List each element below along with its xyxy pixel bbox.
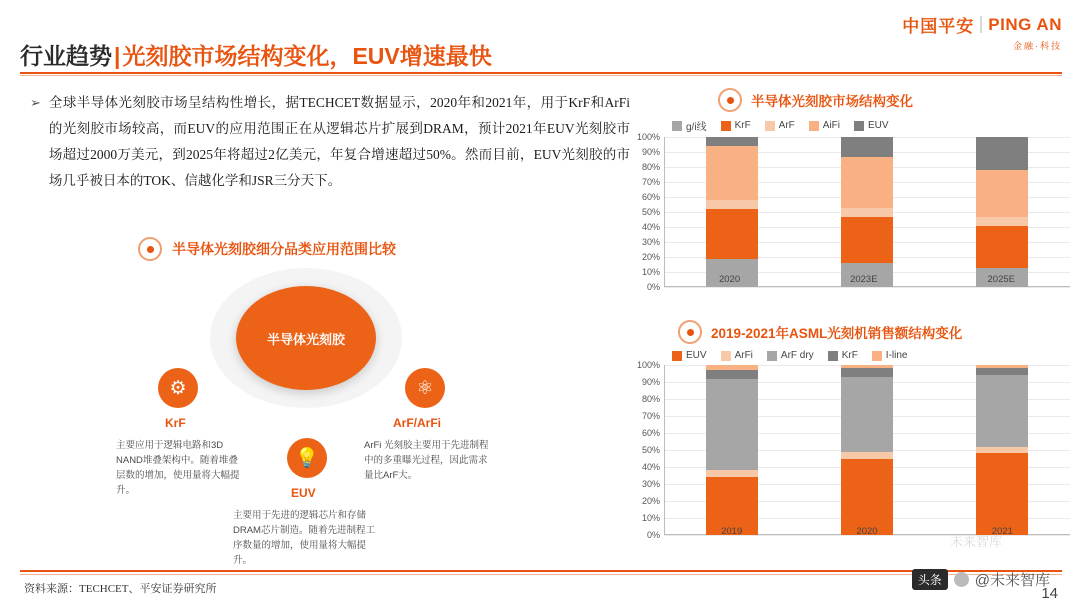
watermark-badge: 头条 xyxy=(912,569,948,590)
bar-segment xyxy=(706,200,758,209)
bar-segment xyxy=(976,217,1028,226)
legend-label: KrF xyxy=(841,350,858,361)
legend-swatch-icon xyxy=(721,351,731,361)
y-tick-label: 90% xyxy=(641,147,660,157)
node-desc-arf: ArFi 光刻胶主要用于先进制程中的多重曝光过程，因此需求量比ArF大。 xyxy=(364,440,489,481)
logo-tagline: 金融·科技 xyxy=(1013,41,1062,51)
y-tick-label: 90% xyxy=(641,377,660,387)
legend-swatch-icon xyxy=(872,351,882,361)
x-tick-label: 2021 xyxy=(991,526,1013,537)
stacked-bar xyxy=(706,365,758,535)
watermark-account xyxy=(912,569,1050,590)
y-tick-label: 80% xyxy=(641,394,660,404)
legend-label: ArFi xyxy=(734,350,753,361)
donut-center: 半导体光刻胶 xyxy=(236,286,376,390)
legend-swatch-icon xyxy=(765,121,775,131)
footer-divider-thin xyxy=(20,574,1062,575)
logo-english: PING AN xyxy=(988,14,1062,34)
watermark-account-name: @未来智库 xyxy=(974,572,1050,589)
bar-segment xyxy=(706,370,758,379)
bulb-icon: 💡 xyxy=(287,438,327,478)
bar-group xyxy=(664,137,1070,287)
logo-chinese: 中国平安 xyxy=(902,17,975,36)
legend-label: EUV xyxy=(686,350,707,361)
watermark-avatar xyxy=(954,572,969,587)
y-tick-label: 0% xyxy=(646,282,660,292)
bar-segment xyxy=(976,137,1028,170)
y-tick-label: 50% xyxy=(641,207,660,217)
legend-item xyxy=(854,120,889,131)
chart2-heading xyxy=(678,320,962,344)
legend-label: KrF xyxy=(734,120,751,131)
chart1-heading xyxy=(718,88,913,112)
legend-label: ArF xyxy=(778,120,795,131)
chart2-plot xyxy=(630,360,1070,540)
bar-segment xyxy=(841,452,893,459)
y-axis xyxy=(630,132,664,292)
logo-row xyxy=(902,12,1062,37)
legend-item xyxy=(721,120,751,131)
bar-segment xyxy=(706,379,758,471)
y-tick-label: 80% xyxy=(641,162,660,172)
y-tick-label: 10% xyxy=(641,267,660,277)
legend-swatch-icon xyxy=(672,121,682,131)
title-divider xyxy=(20,72,1062,74)
bar-segment xyxy=(841,217,893,264)
brand-logo xyxy=(902,12,1062,52)
logo-divider xyxy=(980,16,982,33)
bar-segment xyxy=(976,375,1028,446)
y-tick-label: 70% xyxy=(641,411,660,421)
y-tick-label: 100% xyxy=(636,132,660,142)
donut-diagram xyxy=(210,268,402,408)
ring-section-heading xyxy=(138,237,396,261)
bar-segment xyxy=(976,170,1028,217)
y-tick-label: 20% xyxy=(641,496,660,506)
footer-divider xyxy=(20,570,1062,572)
bullet-dot-icon xyxy=(718,88,742,112)
title-divider-thin xyxy=(20,75,1062,76)
legend-item xyxy=(721,350,753,361)
y-tick-label: 100% xyxy=(636,360,660,370)
legend-swatch-icon xyxy=(767,351,777,361)
node-label-euv: EUV xyxy=(291,486,316,500)
y-tick-label: 30% xyxy=(641,479,660,489)
bar-group xyxy=(664,365,1070,535)
title-separator: | xyxy=(114,43,121,69)
bar-segment xyxy=(841,377,893,452)
legend-item xyxy=(828,350,858,361)
bullet-dot-icon xyxy=(138,237,162,261)
chart2-x-labels xyxy=(664,526,1070,537)
stacked-bar xyxy=(976,365,1028,535)
legend-swatch-icon xyxy=(721,121,731,131)
legend-label: g/i线 xyxy=(686,122,707,133)
y-axis xyxy=(630,360,664,540)
bar-segment xyxy=(706,209,758,259)
y-tick-label: 30% xyxy=(641,237,660,247)
source-note: 资料来源：TECHCET、平安证券研究所 xyxy=(24,583,217,595)
y-tick-label: 50% xyxy=(641,445,660,455)
bar-segment xyxy=(841,368,893,377)
body-paragraph: 全球半导体光刻胶市场呈结构性增长，据TECHCET数据显示，2020年和2021年，用于KrF和ArFi 的光刻胶市场较高，而EUV的应用范围正在从逻辑芯片扩展到DRAM，预计2021年EUV光刻胶市场超过2000万美元，到2025年将超过2亿美元，年复合增速超过50%。然而目前，EUV光刻胶的市场几乎被日本的TOK、信越化学和JSR三分天下。 xyxy=(48,95,630,188)
x-tick-label: 2019 xyxy=(721,526,743,537)
stacked-bar xyxy=(841,365,893,535)
legend-label: AiFi xyxy=(822,120,841,131)
y-tick-label: 0% xyxy=(646,530,660,540)
bar-segment xyxy=(976,453,1028,535)
x-tick-label: 2020 xyxy=(856,526,878,537)
bar-segment xyxy=(841,137,893,157)
legend-item xyxy=(672,118,707,133)
ring-heading-label: 半导体光刻胶细分品类应用范围比较 xyxy=(172,241,396,257)
bar-segment xyxy=(841,459,893,536)
atom-icon: ⚛ xyxy=(405,368,445,408)
legend-item xyxy=(765,120,795,131)
chart1-legend xyxy=(630,118,1070,133)
legend-item xyxy=(809,120,840,131)
y-tick-label: 20% xyxy=(641,252,660,262)
page-title xyxy=(20,38,640,71)
stacked-bar xyxy=(976,137,1028,287)
y-tick-label: 60% xyxy=(641,428,660,438)
y-tick-label: 10% xyxy=(641,513,660,523)
chart2-legend xyxy=(630,350,1070,361)
y-tick-label: 40% xyxy=(641,222,660,232)
body-bullet xyxy=(30,90,630,194)
chart-asml-sales xyxy=(630,350,1070,550)
title-prefix: 行业趋势 xyxy=(20,43,112,69)
node-desc-krf: 主要应用于逻辑电路和3D NAND堆叠架构中。随着堆叠层数的增加，使用量将大幅提升。 xyxy=(116,440,240,496)
bullet-marker-icon: ➢ xyxy=(30,95,41,110)
chart1-x-labels xyxy=(664,274,1070,285)
chart1-title: 半导体光刻胶市场结构变化 xyxy=(751,94,913,109)
stacked-bar xyxy=(706,137,758,287)
legend-label: I-line xyxy=(885,350,908,361)
legend-item xyxy=(872,350,908,361)
legend-swatch-icon xyxy=(672,351,682,361)
x-tick-label: 2025E xyxy=(987,274,1015,285)
y-tick-label: 40% xyxy=(641,462,660,472)
bar-segment xyxy=(706,470,758,477)
page-number: 14 xyxy=(1041,585,1058,602)
legend-item xyxy=(767,350,814,361)
x-tick-label: 2020 xyxy=(718,274,741,285)
node-desc-euv: 主要用于先进的逻辑芯片和存储DRAM芯片制造。随着先进制程工序数量的增加，使用量将大幅提升。 xyxy=(233,510,375,566)
bar-segment xyxy=(841,208,893,217)
legend-label: EUV xyxy=(868,120,889,131)
gear-icon: ⚙ xyxy=(158,368,198,408)
bar-segment xyxy=(706,137,758,146)
bar-segment xyxy=(976,447,1028,454)
legend-swatch-icon xyxy=(809,121,819,131)
y-tick-label: 60% xyxy=(641,192,660,202)
legend-item xyxy=(672,350,707,361)
legend-swatch-icon xyxy=(854,121,864,131)
chart2-title: 2019-2021年ASML光刻机销售额结构变化 xyxy=(711,326,963,341)
bar-segment xyxy=(976,368,1028,375)
chart-resist-structure xyxy=(630,118,1070,298)
x-tick-label: 2023E xyxy=(850,274,878,285)
y-tick-label: 70% xyxy=(641,177,660,187)
title-main: 光刻胶市场结构变化，EUV增速最快 xyxy=(122,43,492,69)
bar-segment xyxy=(841,157,893,208)
chart1-plot xyxy=(630,132,1070,292)
node-label-krf: KrF xyxy=(165,416,186,430)
stacked-bar xyxy=(841,137,893,287)
bullet-dot-icon xyxy=(678,320,702,344)
legend-label: ArF dry xyxy=(780,350,814,361)
node-label-arf: ArF/ArFi xyxy=(393,416,441,430)
watermark-text: 未来智库 xyxy=(949,534,1002,549)
bar-segment xyxy=(706,146,758,200)
bar-segment xyxy=(976,226,1028,268)
gridline xyxy=(664,287,1070,288)
legend-swatch-icon xyxy=(828,351,838,361)
